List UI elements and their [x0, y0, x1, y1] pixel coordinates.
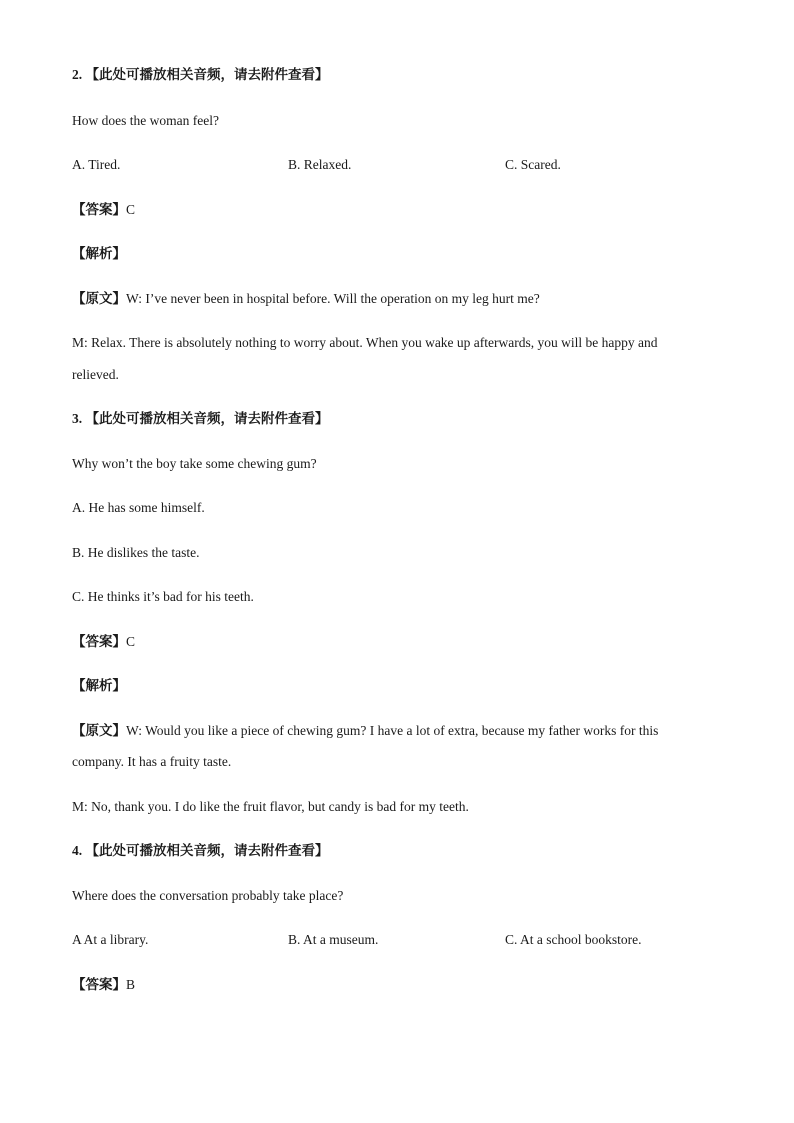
q3-transcript-line-2: company. It has a fruity taste.	[72, 754, 232, 769]
q2-transcript-line-1	[72, 290, 540, 308]
answer-value: C	[126, 202, 136, 217]
q2-answer	[72, 201, 135, 219]
q2-option-a: A. Tired.	[72, 157, 121, 172]
q3-answer	[72, 633, 135, 651]
answer-label: 【答案】	[72, 977, 126, 992]
q4-option-a: A At a library.	[72, 932, 149, 947]
q3-header: 3. 【此处可播放相关音频，请去附件查看】	[72, 411, 329, 426]
transcript-text: W: I’ve never been in hospital before. Will the operation on my leg hurt me?	[126, 291, 540, 306]
q4-header: 4. 【此处可播放相关音频，请去附件查看】	[72, 843, 329, 858]
answer-value: C	[126, 634, 136, 649]
q3-option-b: B. He dislikes the taste.	[72, 545, 200, 560]
q3-transcript-line-3: M: No, thank you. I do like the fruit flavor, but candy is bad for my teeth.	[72, 799, 469, 814]
q2-header: 2. 【此处可播放相关音频，请去附件查看】	[72, 67, 329, 82]
q2-analysis-label: 【解析】	[72, 246, 126, 261]
source-label: 【原文】	[72, 723, 126, 738]
answer-label: 【答案】	[72, 202, 126, 217]
q2-option-b: B. Relaxed.	[288, 157, 352, 172]
transcript-text: W: Would you like a piece of chewing gum? I have a lot of extra, because my father works for this	[126, 723, 659, 738]
q2-question: How does the woman feel?	[72, 113, 219, 128]
q2-transcript-line-3: relieved.	[72, 367, 119, 382]
q3-option-a: A. He has some himself.	[72, 500, 205, 515]
q3-option-c: C. He thinks it’s bad for his teeth.	[72, 589, 254, 604]
answer-label: 【答案】	[72, 634, 126, 649]
q4-question: Where does the conversation probably take place?	[72, 888, 344, 903]
source-label: 【原文】	[72, 291, 126, 306]
q3-question: Why won’t the boy take some chewing gum?	[72, 456, 317, 471]
q2-transcript-line-2: M: Relax. There is absolutely nothing to worry about. When you wake up afterwards, you will be happy and	[72, 335, 658, 350]
q4-option-b: B. At a museum.	[288, 932, 379, 947]
q2-option-c: C. Scared.	[505, 157, 561, 172]
q4-option-c: C. At a school bookstore.	[505, 932, 642, 947]
q3-analysis-label: 【解析】	[72, 678, 126, 693]
q4-answer	[72, 976, 135, 994]
q3-transcript-line-1	[72, 722, 658, 740]
answer-value: B	[126, 977, 136, 992]
